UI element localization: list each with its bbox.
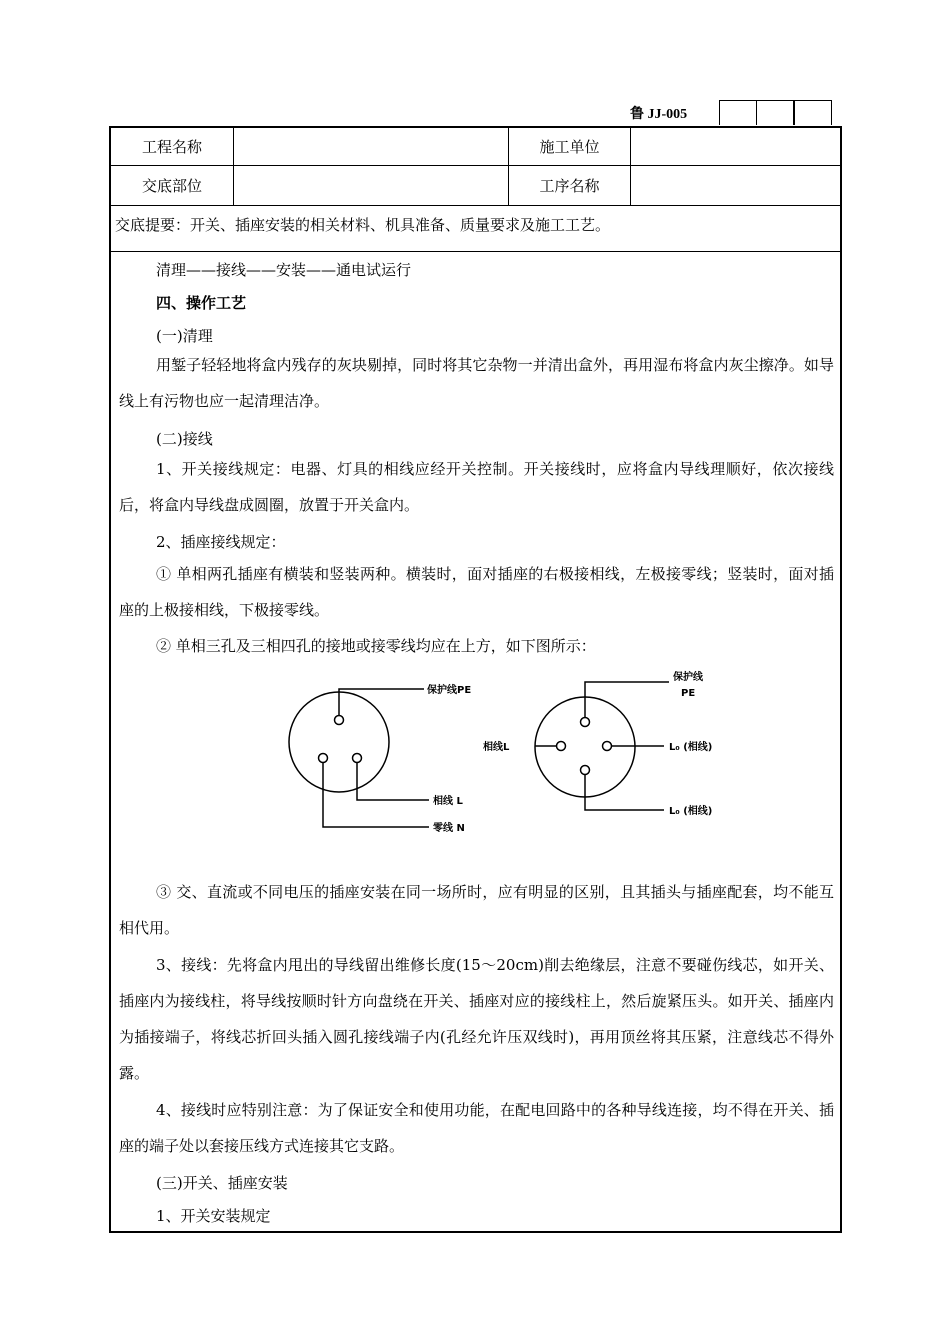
subsection-title-wiring: (二)接线 [156,430,213,448]
construction-unit-value [630,128,840,165]
subsection-title-clean: (一)清理 [156,327,213,345]
label-right-l: 相线L [483,742,510,753]
label-right-l0-a: L₀ (相线) [669,742,713,753]
project-name-label: 工程名称 [141,138,202,156]
install-item-1: 1、开关安装规定 [156,1207,271,1225]
process-name-label: 工序名称 [508,166,630,205]
three-hole-socket [289,689,429,827]
project-name-value [233,128,508,165]
label-right-pe-1: 保护线 [673,672,703,683]
handover-part-label: 交底部位 [141,177,202,195]
code-box-3 [794,100,832,125]
wiring-item-4: 4、接线时应特别注意：为了保证安全和使用功能，在配电回路中的各种导线连接，均不得在开关、插座的端子处以套接压线方式连接其它支路。 [119,1101,834,1155]
label-right-pe-2: PE [681,688,696,699]
header-row-1 [111,128,840,166]
subsection-title-install: (三)开关、插座安装 [156,1174,288,1192]
wiring-item-1: 1、开关接线规定：电器、灯具的相线应经开关控制。开关接线时，应将盒内导线理顺好，依次接线后，将盒内导线盘成圆圈，放置于开关盒内。 [119,460,834,514]
wiring-item-2: 2、插座接线规定： [156,533,286,551]
summary-row [111,206,840,252]
form-code-row [630,100,842,126]
section-title: 四、操作工艺 [156,294,247,312]
flow-text: 清理——接线——安装——通电试运行 [156,261,412,279]
code-box-1 [719,100,757,125]
wiring-item-2b: ② 单相三孔及三相四孔的接地或接零线均应在上方，如下图所示： [156,637,596,655]
socket-diagram [269,662,729,832]
process-name-value [630,166,840,205]
wiring-item-2c: ③ 交、直流或不同电压的插座安装在同一场所时，应有明显的区别，且其插头与插座配套，均不能互相代用。 [119,883,834,937]
summary-text: 交底提要：开关、插座安装的相关材料、机具准备、质量要求及施工工艺。 [115,216,611,234]
wiring-item-3: 3、接线：先将盒内甩出的导线留出维修长度(15～20cm)削去绝缘层，注意不要碰伤线芯，如开关、插座内为接线柱，将导线按顺时针方向盘绕在开关、插座对应的接线柱上，然后旋紧压头。如开关、插座内为插接端子，将线芯折回头插入圆孔接线端子内(孔经允许压双线时)，再用顶丝将其压紧，注意线芯不得外露。 [119,956,834,1082]
form-code: 鲁 JJ-005 [630,107,688,122]
handover-part-value [233,166,508,205]
clean-paragraph: 用錾子轻轻地将盒内残存的灰块剔掉，同时将其它杂物一并清出盒外，再用湿布将盒内灰尘擦净。如导线上有污物也应一起清理洁净。 [119,356,834,410]
label-left-l: 相线 L [433,796,463,807]
header-row-2 [111,166,840,206]
code-box-2 [756,100,794,125]
label-left-pe: 保护线PE [427,685,472,696]
construction-unit-label: 施工单位 [508,128,630,165]
label-right-l0-b: L₀ (相线) [669,806,713,817]
four-hole-socket [535,682,669,810]
wiring-item-2a: ① 单相两孔插座有横装和竖装两种。横装时，面对插座的右极接相线，左极接零线；竖装时，面对插座的上极接相线，下极接零线。 [119,565,834,619]
label-left-n: 零线 N [433,823,465,832]
handover-form [109,126,842,1233]
